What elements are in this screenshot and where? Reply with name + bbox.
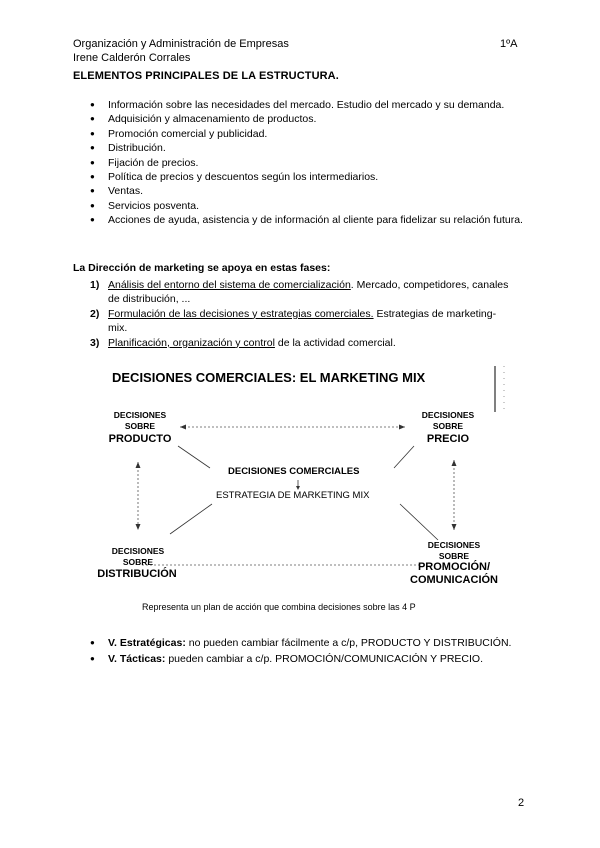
producto-small-label: DECISIONES SOBRE xyxy=(113,410,167,431)
promocion-label: PROMOCIÓN/ COMUNICACIÓN xyxy=(410,561,498,586)
list-item: ● Promoción comercial y publicidad. xyxy=(90,127,540,141)
arrowhead xyxy=(180,425,186,430)
list-item: ● Distribución. xyxy=(90,141,540,155)
phase-number: 3) xyxy=(90,336,100,349)
header-author: Irene Calderón Corrales xyxy=(73,52,191,64)
variables-list xyxy=(90,636,520,669)
promocion-small-label: DECISIONES SOBRE xyxy=(427,540,481,561)
arrowhead xyxy=(136,524,141,530)
list-item: ● Fijación de precios. xyxy=(90,156,540,170)
list-item: ● Acciones de ayuda, asistencia y de información al cliente para fidelizar su relación futura. xyxy=(90,213,540,227)
center-label: DECISIONES COMERCIALES xyxy=(228,466,360,477)
variable-label: V. Estratégicas: xyxy=(108,637,186,649)
phases-title: La Dirección de marketing se apoya en estas fases: xyxy=(73,262,331,274)
strategy-label: ESTRATEGIA DE MARKETING MIX xyxy=(216,490,370,501)
list-item: ● Adquisición y almacenamiento de productos. xyxy=(90,112,540,126)
variable-text: pueden cambiar a c/p. PROMOCIÓN/COMUNICACIÓN Y PRECIO. xyxy=(165,653,484,666)
phase-underlined: Planificación, organización y control xyxy=(108,336,275,349)
precio-center-line xyxy=(394,446,414,468)
list-item xyxy=(90,636,520,650)
promocion-center-line xyxy=(400,504,438,540)
arrowhead xyxy=(136,462,141,468)
header-subject: Organización y Administración de Empresas xyxy=(73,38,289,50)
elements-list xyxy=(90,98,540,228)
header-course: 1ºA xyxy=(500,38,518,50)
list-item: ● Ventas. xyxy=(90,184,540,198)
phase-text: de la actividad comercial. xyxy=(274,336,396,349)
phase-text: . Mercado, competidores, canales de distribución, ... xyxy=(108,279,509,306)
variable-label: V. Tácticas: xyxy=(108,653,166,666)
producto-label: PRODUCTO xyxy=(108,433,172,445)
arrowhead xyxy=(399,425,405,430)
phase-item xyxy=(90,336,510,350)
diagram-title: DECISIONES COMERCIALES: EL MARKETING MIX xyxy=(112,370,426,385)
list-item: ● Información sobre las necesidades del mercado. Estudio del mercado y su demanda. xyxy=(90,98,540,112)
diagram-caption: Representa un plan de acción que combina decisiones sobre las 4 P xyxy=(142,602,416,612)
phase-underlined: Análisis del entorno del sistema de comercialización xyxy=(108,279,351,291)
distribucion-small-label: DECISIONES SOBRE xyxy=(111,546,165,567)
section-title: ELEMENTOS PRINCIPALES DE LA ESTRUCTURA. xyxy=(73,70,339,82)
precio-label: PRECIO xyxy=(426,433,470,445)
phase-number: 1) xyxy=(90,279,100,291)
list-item xyxy=(90,652,520,666)
page-number: 2 xyxy=(518,797,525,809)
distribucion-center-line xyxy=(170,504,212,534)
phases-list xyxy=(90,278,510,350)
precio-small-label: DECISIONES SOBRE xyxy=(421,410,475,431)
arrowhead xyxy=(452,460,457,466)
list-item: ● Servicios posventa. xyxy=(90,199,540,213)
list-item: ● Política de precios y descuentos según los intermediarios. xyxy=(90,170,540,184)
phase-underlined: Formulación de las decisiones y estrategias comerciales. xyxy=(108,307,374,320)
phase-text: Estrategias de marketing-mix. xyxy=(108,307,497,335)
page-header xyxy=(73,37,289,65)
phase-item xyxy=(90,278,510,307)
marketing-mix-diagram xyxy=(70,362,530,622)
arrowhead xyxy=(452,524,457,530)
phase-number: 2) xyxy=(90,307,100,320)
producto-center-line xyxy=(178,446,210,468)
distribucion-label: DISTRIBUCIÓN xyxy=(97,568,177,580)
phase-item xyxy=(90,307,510,336)
variable-text: no pueden cambiar fácilmente a c/p, PRODUCTO Y DISTRIBUCIÓN. xyxy=(185,637,512,649)
